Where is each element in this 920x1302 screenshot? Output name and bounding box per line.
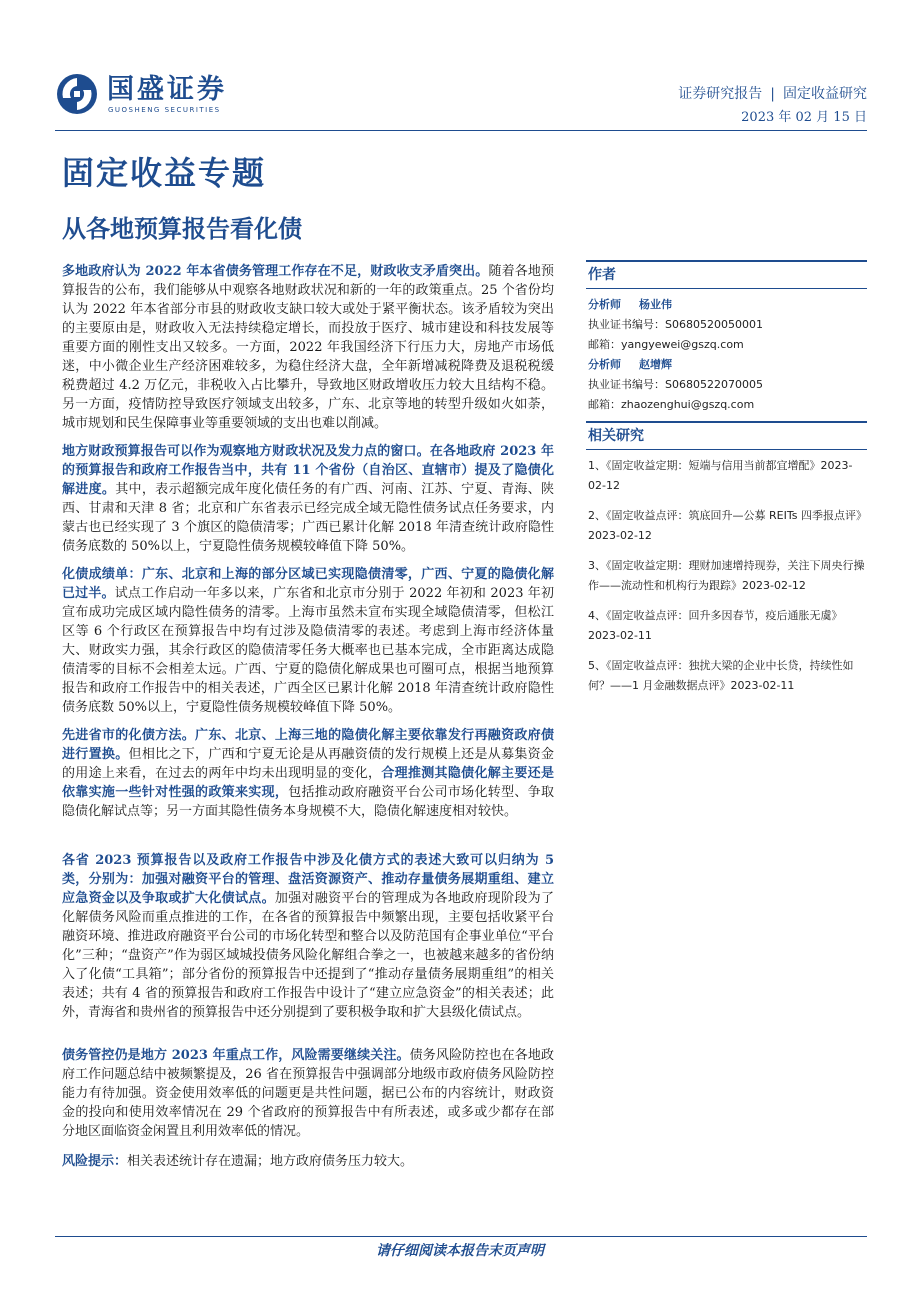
cert-label: 执业证书编号： — [588, 318, 665, 331]
email-label: 邮箱： — [588, 398, 621, 411]
related-research-list — [586, 456, 867, 696]
analyst-2-name-row — [586, 355, 867, 375]
cert-label: 执业证书编号： — [588, 378, 665, 391]
paragraph-1 — [62, 262, 554, 433]
paragraph-4-lead-b: 合理推测其隐债化解主要还是依靠实施一些针对性强的政策来实现， — [62, 766, 554, 800]
analyst-name: 赵增辉 — [639, 358, 672, 371]
paragraph-4-lead: 先进省市的化债方法。广东、北京、上海三地的隐债化解主要依靠发行再融资政府债进行置换。 — [62, 728, 554, 762]
page-subtitle: 从各地预算报告看化债 — [62, 215, 302, 243]
email-label: 邮箱： — [588, 338, 621, 351]
header-divider — [55, 130, 867, 131]
sidebar — [586, 260, 867, 706]
analyst-1-name-row — [586, 295, 867, 315]
paragraph-6-text: 债务风险防控也在各地政府工作问题总结中被频繁提及，26 省在预算报告中强调部分地级市政府债务风险防控能力有待加强。资金使用效率低的问题更是共性问题，据已公布的内容统计，财政资金的投向和使用效率情况在 29 个省政府的预算报告中有所表述，或多或少都存在部分地区面临资金闲置且利用效率低的情况。 — [62, 1048, 554, 1139]
paragraph-5 — [62, 851, 554, 1022]
paragraph-5-text: 加强对融资平台的管理成为各地政府现阶段为了化解债务风险而重点推进的工作，在各省的预算报告中频繁出现，主要包括收紧平台融资环境、推进政府融资平台公司的市场化转型和整合以及防范国有企事业单位“平台化”三种；“盘资产”作为弱区域城投债务风险化解组合拳之一，也被越来越多的省份纳入了化债“工具箱”；部分省份的预算报告中还提到了“推动存量债务展期重组”的相关表述；共有 4 省的预算报告和政府工作报告中设计了“建立应急资金”的相关表述；此外，青海省和贵州省的预算报告中还分别提到了要积极争取和扩大县级化债试点。 — [62, 891, 554, 1020]
related-research-item[interactable]: 1、《固定收益定期：短端与信用当前都宜增配》2023-02-12 — [588, 459, 853, 492]
cert-number: S0680522070005 — [665, 378, 763, 391]
analyst-1-email-row — [586, 335, 867, 355]
report-date: 2023 年 02 月 15 日 — [741, 110, 867, 125]
analyst-role: 分析师 — [588, 298, 621, 311]
related-research-heading: 相关研究 — [586, 421, 867, 450]
risk-warning-label: 风险提示： — [62, 1154, 128, 1169]
footer-disclaimer: 请仔细阅读本报告末页声明 — [376, 1243, 544, 1259]
cert-number: S0680520050001 — [665, 318, 763, 331]
analyst-2-cert-row — [586, 375, 867, 395]
report-subcategory: 固定收益研究 — [783, 86, 867, 102]
email-link[interactable]: yangyewei@gszq.com — [621, 338, 744, 351]
logo-chinese-name: 国盛证券 — [107, 74, 227, 105]
paragraph-1-text: 随着各地预算报告的公布，我们能够从中观察各地财政状况和新的一年的政策重点。25 个省份均认为 2022 年本省部分市县的财政收支缺口较大或处于紧平衡状态。该矛盾较为突出的主要原由是，财政收入无法持续稳定增长，而投放于医疗、城市建设和科技发展等重要方面的刚性支出又较多。一方面，2022 年我国经济下行压力大，房地产市场低迷，中小微企业生产经济困难较多，为稳住经济大盘，全年新增减税降费及退税税缓税费超过 4.2 万亿元，非税收入占比攀升，导致地区财政增收压力较大且结构不稳。另一方面，疫情防控导致医疗领域支出较多，广东、北京等地的转型升级如火如荼，城市规划和民生保障事业等重要领域的支出也难以削减。 — [62, 264, 554, 431]
paragraph-2-text: 其中，表示超额完成年度化债任务的有广西、河南、江苏、宁夏、青海、陕西、甘肃和天津 8 省；北京和广东省表示已经完成全域无隐性债务试点任务要求，内蒙古也已经实现了 3 个旗区的隐债清零；广西已累计化解 2018 年清查统计政府隐性债务底数的 50%以上，宁夏隐性债务规模较峰值下降 50%。 — [62, 482, 554, 554]
paragraph-1-lead: 多地政府认为 2022 年本省债务管理工作存在不足，财政收支矛盾突出。 — [62, 264, 489, 279]
report-category: 证券研究报告 — [678, 86, 763, 102]
company-logo — [55, 72, 265, 122]
related-research-item[interactable]: 3、《固定收益定期：理财加速增持现券，关注下周央行操作——流动性和机构行为跟踪》2023-02-12 — [588, 559, 865, 592]
paragraph-6-lead: 债务管控仍是地方 2023 年重点工作，风险需要继续关注。 — [62, 1048, 410, 1063]
paragraph-3-text: 试点工作启动一年多以来，广东省和北京市分别于 2022 年初和 2023 年初宣布成功完成区域内隐性债务的清零。上海市虽然未宣布实现全域隐债清零，但松江区等 6 个行政区在预算报告中均有过涉及隐债清零的表述。考虑到上海市经济体量大、财政实力强，其余行政区的隐债清零任务大概率也已基本完成，全市距离达成隐债清零的目标不会相差太远。广西、宁夏的隐债化解成果也可圈可点，根据当地预算报告和政府工作报告中的相关表述，广西全区已累计化解 2018 年清查统计政府隐性债务底数 50%以上，宁夏隐性债务规模较峰值下降 50%。 — [62, 586, 554, 715]
paragraph-2-lead: 地方财政预算报告可以作为观察地方财政状况及发力点的窗口。在各地政府 2023 年的预算报告和政府工作报告当中，共有 11 个省份（自治区、直辖市）提及了隐债化解进度。 — [62, 444, 554, 497]
paragraph-6 — [62, 1046, 554, 1141]
analyst-2-email-row — [586, 395, 867, 415]
related-research-item[interactable]: 4、《固定收益点评：回升多因春节，疫后通胀无虞》2023-02-11 — [588, 609, 843, 642]
related-research-item[interactable]: 5、《固定收益点评：独扰大梁的企业中长贷，持续性如何？——1 月金融数据点评》2023-02-11 — [588, 659, 854, 692]
authors-heading: 作者 — [586, 260, 867, 289]
analyst-role: 分析师 — [588, 358, 621, 371]
guosheng-logo-icon — [55, 72, 99, 116]
paragraph-5-lead: 各省 2023 预算报告以及政府工作报告中涉及化债方式的表述大致可以归纳为 5 类，分别为：加强对融资平台的管理、盘活资源资产、推动存量债务展期重组、建立应急资金以及争取或扩大化债试点。 — [62, 853, 554, 906]
paragraph-2 — [62, 442, 554, 556]
footer-divider — [55, 1236, 867, 1237]
report-type-separator: | — [770, 86, 775, 102]
paragraph-3-lead: 化债成绩单：广东、北京和上海的部分区域已实现隐债清零，广西、宁夏的隐债化解已过半。 — [62, 567, 554, 601]
related-research-item[interactable]: 2、《固定收益点评：筑底回升—公募 REITs 四季报点评》2023-02-12 — [588, 509, 867, 542]
analyst-name: 杨业伟 — [639, 298, 672, 311]
risk-warning — [62, 1152, 554, 1171]
paragraph-3 — [62, 565, 554, 717]
analyst-1-cert-row — [586, 315, 867, 335]
logo-english-name: GUOSHENG SECURITIES — [108, 106, 221, 114]
page-title: 固定收益专题 — [62, 154, 267, 192]
paragraph-4-text-a: 但相比之下，广西和宁夏无论是从再融资债的发行规模上还是从募集资金的用途上来看，在过去的两年中均未出现明显的变化， — [62, 747, 554, 781]
page-header — [55, 62, 867, 130]
email-link[interactable]: zhaozenghui@gszq.com — [621, 398, 755, 411]
report-type — [678, 83, 867, 103]
risk-warning-text: 相关表述统计存在遗漏；地方政府债务压力较大。 — [127, 1154, 414, 1169]
paragraph-4-text-b: 包括推动政府融资平台公司市场化转型、争取隐债化解试点等；另一方面其隐性债务本身规模不大，隐债化解速度相对较快。 — [62, 785, 554, 819]
paragraph-4 — [62, 726, 554, 821]
